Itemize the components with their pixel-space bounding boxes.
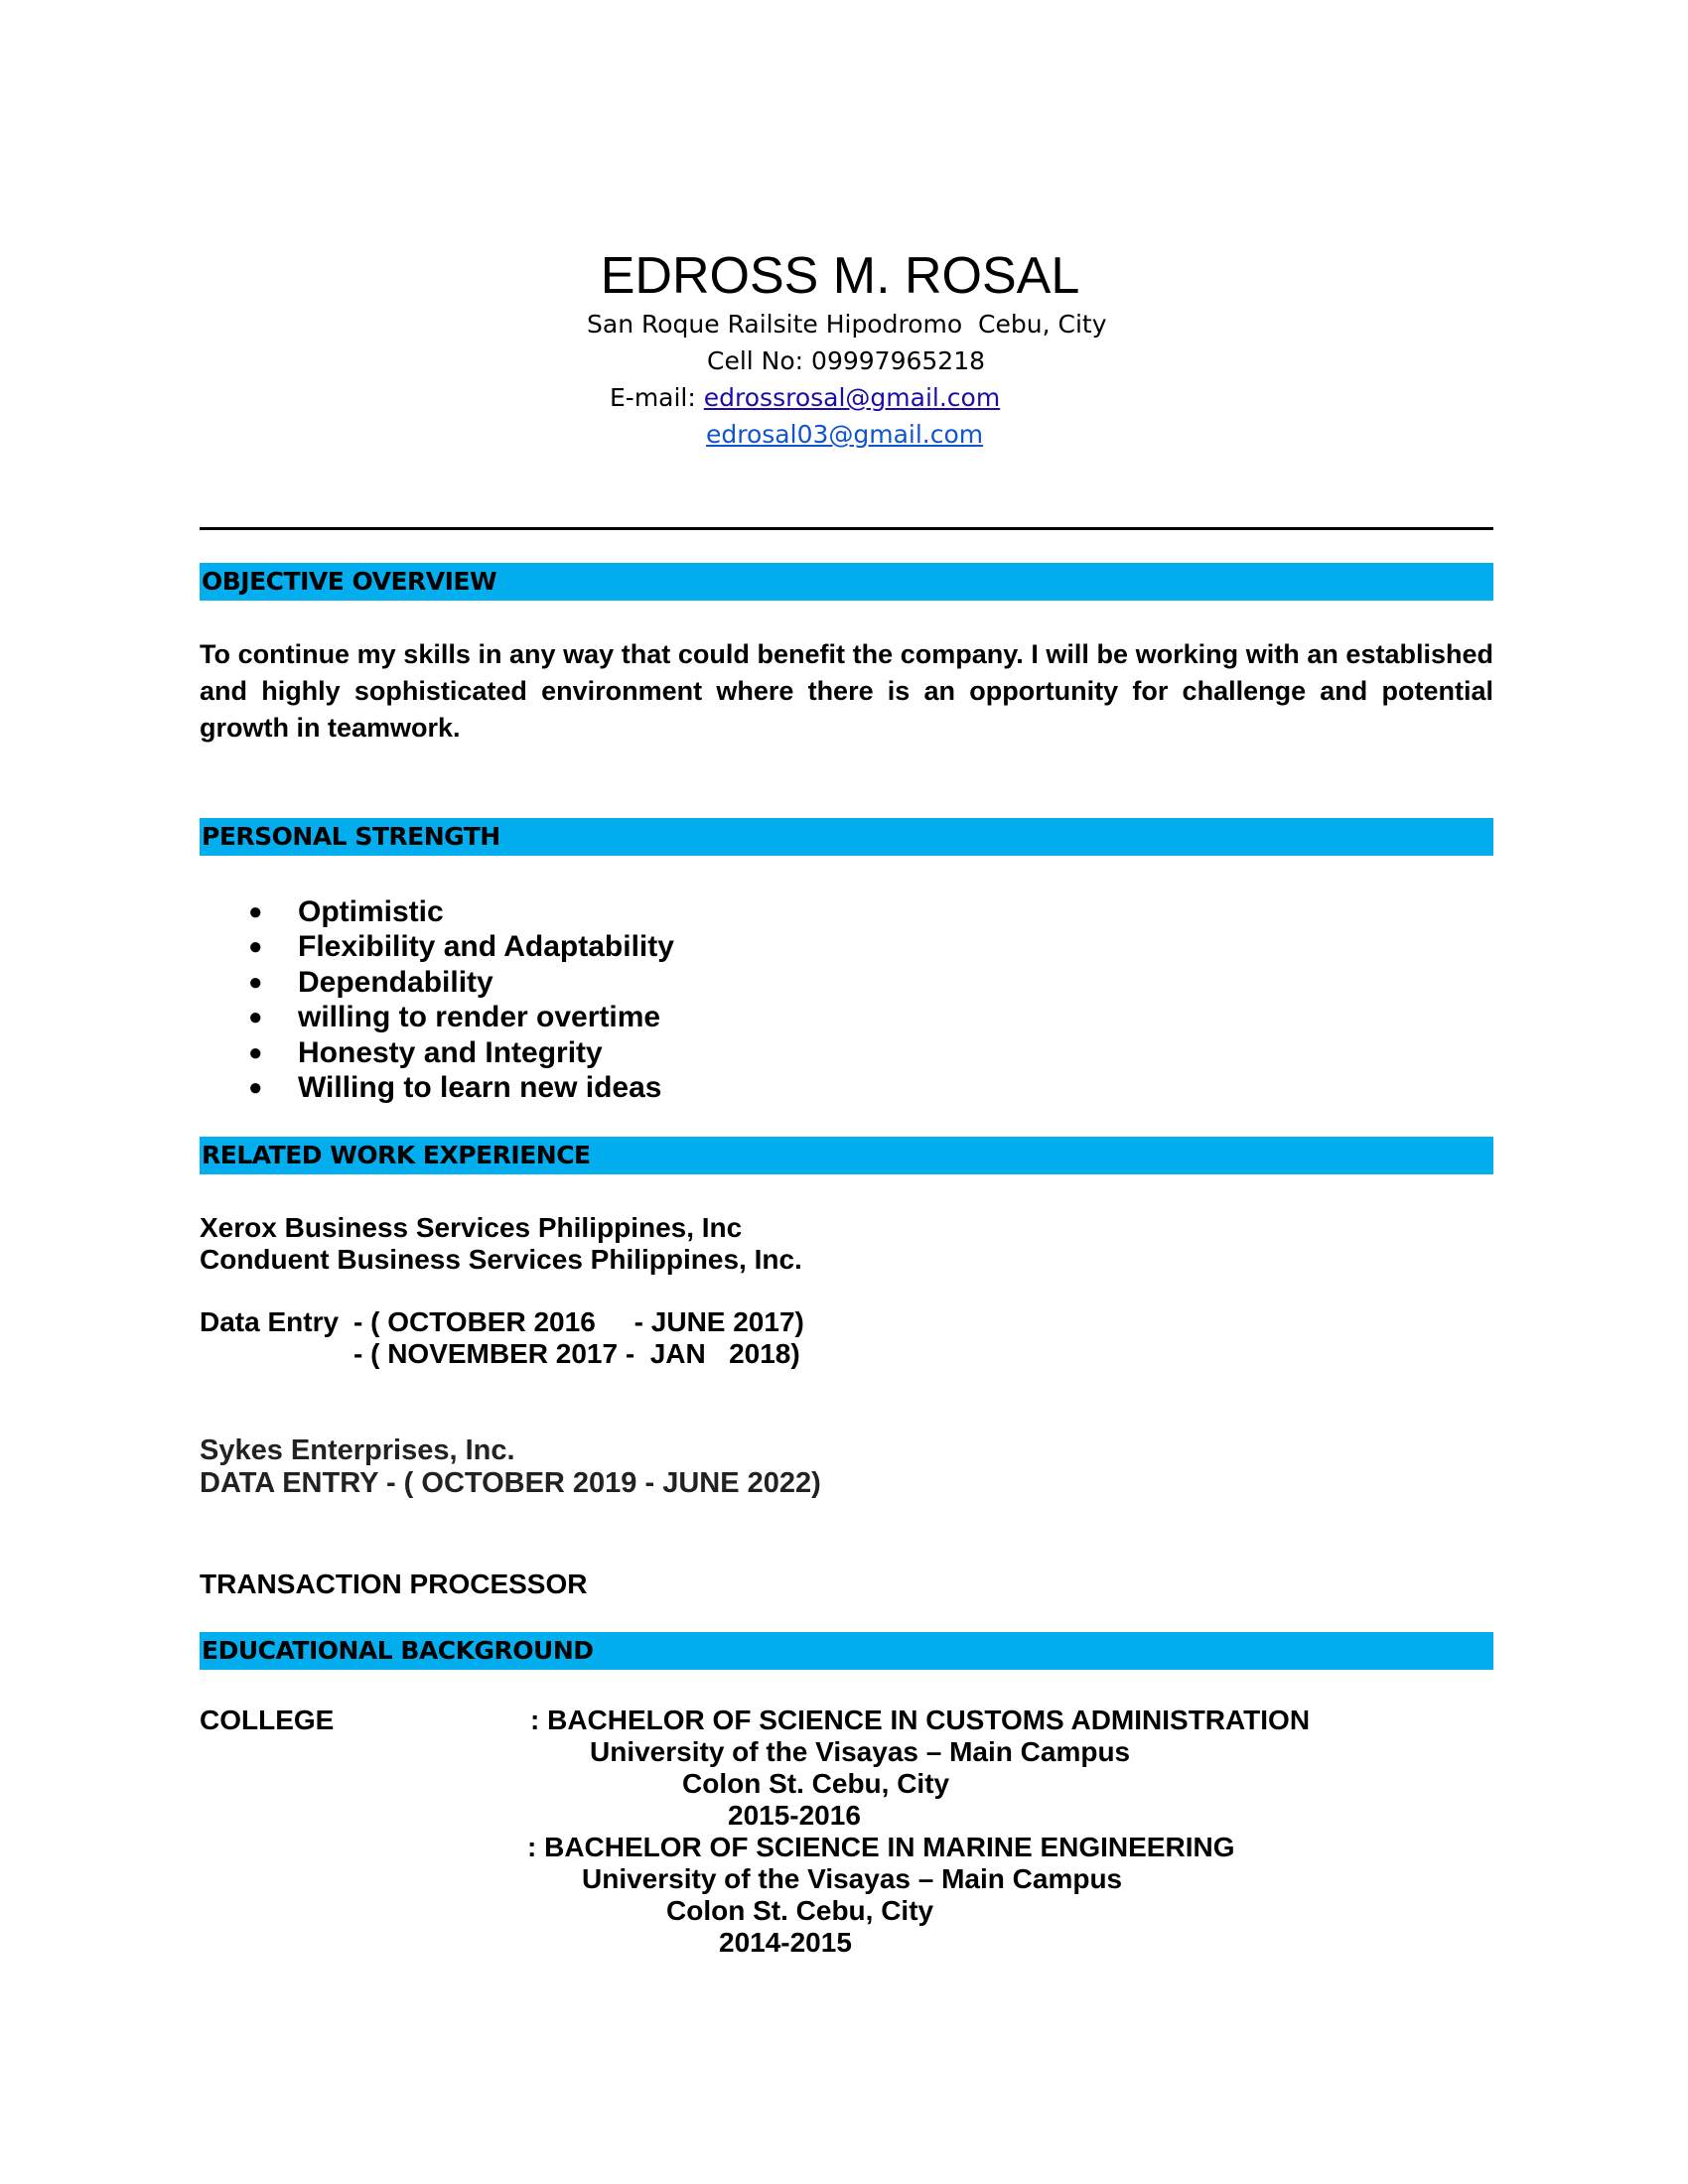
candidate-name: EDROSS M. ROSAL <box>600 247 1080 305</box>
company-conduent: Conduent Business Services Philippines, Inc. <box>200 1244 802 1275</box>
list-item <box>248 1000 674 1034</box>
strength-item: Flexibility and Adaptability <box>298 930 674 964</box>
email-label: E-mail: <box>610 383 704 412</box>
objective-text: To continue my skills in any way that could benefit the company. I will be working with an established and highly sophisticated environment where there is an opportunity for challenge and potential growth in teamwork. <box>200 639 1493 743</box>
role-period-2: - ( NOVEMBER 2017 - JAN 2018) <box>353 1338 800 1369</box>
list-item <box>248 894 674 929</box>
email-link-secondary[interactable] <box>706 419 983 451</box>
section-title-education: EDUCATIONAL BACKGROUND <box>202 1636 594 1665</box>
bullet-icon: ● <box>248 1004 263 1031</box>
section-bar-strength <box>200 818 1493 856</box>
school-years-2: 2014-2015 <box>719 1927 852 1958</box>
bullet-icon: ● <box>248 898 263 925</box>
strength-list <box>248 894 674 1105</box>
role-transaction-processor: TRANSACTION PROCESSOR <box>200 1569 588 1599</box>
school-years-1: 2015-2016 <box>728 1800 861 1831</box>
role-data-entry-title: Data Entry <box>200 1306 340 1337</box>
section-bar-education <box>200 1632 1493 1670</box>
school-location-2: Colon St. Cebu, City <box>666 1895 934 1926</box>
address: San Roque Railsite Hipodromo Cebu, City <box>587 310 1107 339</box>
company-sykes: Sykes Enterprises, Inc. <box>200 1434 515 1466</box>
email-line <box>610 382 1000 414</box>
strength-item: Willing to learn new ideas <box>298 1071 662 1105</box>
section-bar-objective <box>200 563 1493 601</box>
email-link-secondary-text[interactable]: edrosal03@gmail.com <box>706 420 984 449</box>
list-item <box>248 1035 674 1070</box>
list-item <box>248 965 674 1000</box>
section-title-work: RELATED WORK EXPERIENCE <box>202 1141 591 1169</box>
section-title-objective: OBJECTIVE OVERVIEW <box>202 567 497 596</box>
role-data-entry-sykes: DATA ENTRY - ( OCTOBER 2019 - JUNE 2022) <box>200 1467 821 1499</box>
strength-item: Dependability <box>298 965 493 999</box>
bullet-icon: ● <box>248 968 263 996</box>
strength-item: Optimistic <box>298 895 444 928</box>
education-level: COLLEGE <box>200 1705 335 1735</box>
list-item <box>248 929 674 964</box>
degree-customs: : BACHELOR OF SCIENCE IN CUSTOMS ADMINISTRATION <box>530 1705 1311 1735</box>
email-link-primary[interactable]: edrossrosal@gmail.com <box>703 383 1001 412</box>
bullet-icon: ● <box>248 1038 263 1066</box>
section-bar-work <box>200 1137 1493 1174</box>
strength-item: willing to render overtime <box>298 1001 661 1034</box>
company-xerox: Xerox Business Services Philippines, Inc <box>200 1212 743 1243</box>
strength-item: Honesty and Integrity <box>298 1035 603 1069</box>
list-item <box>248 1070 674 1105</box>
header-divider <box>200 527 1493 530</box>
bullet-icon: ● <box>248 933 263 961</box>
bullet-icon: ● <box>248 1074 263 1102</box>
cell-number: Cell No: 09997965218 <box>707 346 986 375</box>
section-title-strength: PERSONAL STRENGTH <box>202 822 500 851</box>
degree-marine: : BACHELOR OF SCIENCE IN MARINE ENGINEERING <box>527 1832 1235 1862</box>
school-1: University of the Visayas – Main Campus <box>590 1736 1131 1767</box>
school-location-1: Colon St. Cebu, City <box>682 1768 950 1799</box>
school-2: University of the Visayas – Main Campus <box>582 1863 1123 1894</box>
role-period-1: - ( OCTOBER 2016 - JUNE 2017) <box>353 1306 804 1337</box>
